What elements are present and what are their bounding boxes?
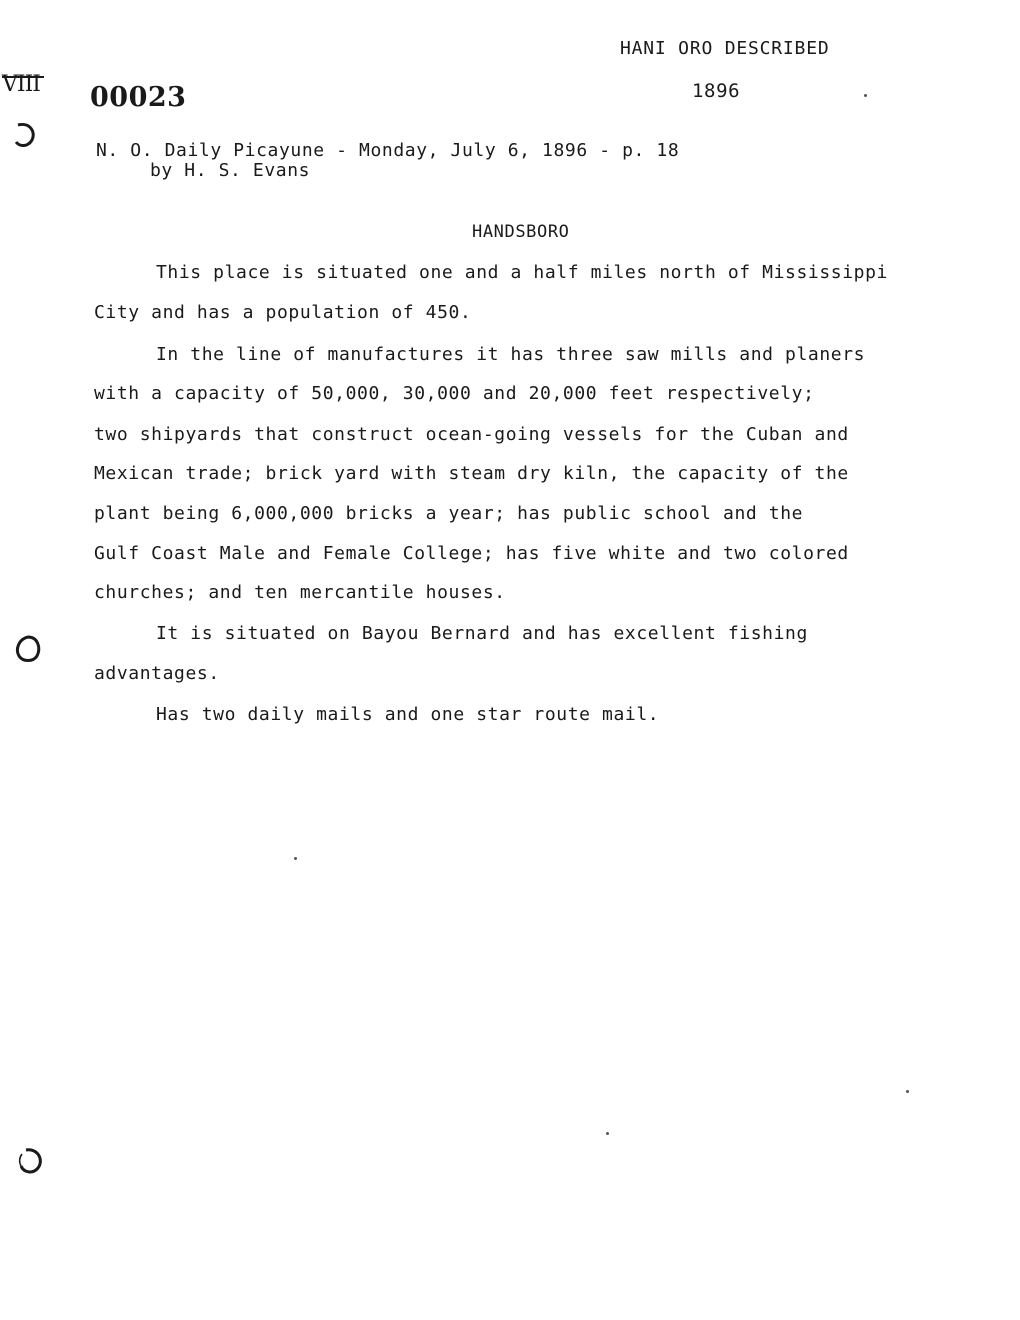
source-author: by H. S. Evans [150,160,311,181]
article-line-11: advantages. [94,663,220,684]
scan-speck [606,1132,609,1135]
article-line-7: plant being 6,000,000 bricks a year; has public school and the [94,503,804,524]
article-line-10: It is situated on Bayou Bernard and has excellent fishing [156,623,808,644]
document-year: 1896 [692,80,741,102]
article-line-6: Mexican trade; brick yard with steam dry kiln, the capacity of the [94,463,849,484]
binder-hole-icon [14,634,42,664]
article-line-5: two shipyards that construct ocean-going vessels for the Cuban and [94,424,849,445]
binder-hole-icon [16,1146,44,1176]
article-line-8: Gulf Coast Male and Female College; has five white and two colored [94,543,849,564]
article-line-9: churches; and ten mercantile houses. [94,582,506,603]
document-number: 00023 [90,82,187,113]
binder-hole-icon [10,120,38,150]
article-line-2: City and has a population of 450. [94,302,472,323]
document-subject-heading: HANI ORO DESCRIBED [620,38,830,59]
scan-speck [864,94,867,97]
article-line-3: In the line of manufactures it has three saw mills and planers [156,344,866,365]
source-citation: N. O. Daily Picayune - Monday, July 6, 1896 - p. 18 [96,140,680,161]
article-line-1: This place is situated one and a half miles north of Mississippi [156,262,888,283]
roman-numeral-mark: VIII [2,72,40,97]
article-title: HANDSBORO [472,222,570,242]
scan-speck [294,857,297,860]
article-line-4: with a capacity of 50,000, 30,000 and 20,000 feet respectively; [94,383,815,404]
article-line-12: Has two daily mails and one star route mail. [156,704,660,725]
scan-speck [906,1090,909,1093]
